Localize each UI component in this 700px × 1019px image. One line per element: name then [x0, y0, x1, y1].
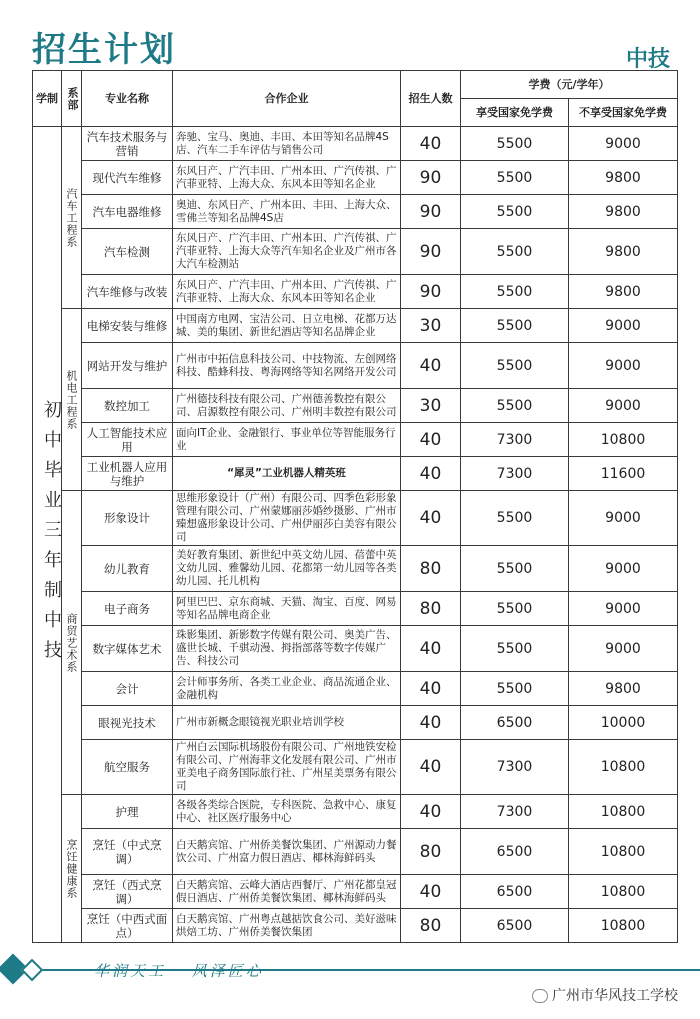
- major-name: 汽车检测: [82, 229, 173, 275]
- wechat-icon: [532, 989, 548, 1003]
- fee-free: 6500: [461, 875, 569, 909]
- partner-text: 中国南方电网、宝洁公司、日立电梯、花都万达城、美的集团、新世纪酒店等知名品牌企业: [173, 309, 401, 343]
- partner-text: 东风日产、广汽丰田、广州本田、广汽传祺、广汽菲亚特、上海大众、东风本田等知名企业: [173, 161, 401, 195]
- major-name: 幼儿教育: [82, 546, 173, 592]
- major-name: 数控加工: [82, 389, 173, 423]
- major-name: 汽车电器维修: [82, 195, 173, 229]
- major-name: 汽车技术服务与营销: [82, 127, 173, 161]
- partner-text: 白天鹅宾馆、广州侨美餐饮集团、广州源动力餐饮公司、广州富力假日酒店、椰林海鲜码头: [173, 829, 401, 875]
- fee-free: 5500: [461, 672, 569, 706]
- table-row: [33, 343, 678, 389]
- fee-nofree: 9000: [569, 626, 678, 672]
- fee-nofree: 10800: [569, 740, 678, 795]
- table-row: [33, 275, 678, 309]
- major-name: 烹饪（中式烹调）: [82, 829, 173, 875]
- fee-free: 5500: [461, 389, 569, 423]
- fee-nofree: 11600: [569, 457, 678, 491]
- dept-trade: 商贸艺术系: [62, 491, 82, 795]
- table-row: [33, 127, 678, 161]
- table-row: [33, 829, 678, 875]
- table-row: [33, 672, 678, 706]
- fee-free: 5500: [461, 161, 569, 195]
- enroll-count: 40: [401, 795, 461, 829]
- fee-free: 5500: [461, 546, 569, 592]
- table-row: [33, 423, 678, 457]
- table-row: [33, 740, 678, 795]
- major-name: 护理: [82, 795, 173, 829]
- enroll-count: 40: [401, 626, 461, 672]
- enroll-count: 30: [401, 309, 461, 343]
- partner-text: “犀灵”工业机器人精英班: [173, 457, 401, 491]
- major-name: 电梯安装与维修: [82, 309, 173, 343]
- partner-text: 广州市新概念眼镜视光职业培训学校: [173, 706, 401, 740]
- fee-nofree: 9800: [569, 229, 678, 275]
- major-name: 航空服务: [82, 740, 173, 795]
- major-name: 人工智能技术应用: [82, 423, 173, 457]
- enroll-count: 90: [401, 229, 461, 275]
- enroll-count: 90: [401, 275, 461, 309]
- enroll-count: 40: [401, 740, 461, 795]
- partner-text: 阿里巴巴、京东商城、天猫、淘宝、百度、网易等知名品牌电商企业: [173, 592, 401, 626]
- fee-free: 6500: [461, 909, 569, 943]
- table-row: [33, 546, 678, 592]
- fee-nofree: 9000: [569, 491, 678, 546]
- major-name: 现代汽车维修: [82, 161, 173, 195]
- fee-nofree: 10000: [569, 706, 678, 740]
- fee-free: 6500: [461, 706, 569, 740]
- fee-free: 7300: [461, 795, 569, 829]
- fee-nofree: 9000: [569, 343, 678, 389]
- major-name: 工业机器人应用与维护: [82, 457, 173, 491]
- enroll-count: 80: [401, 592, 461, 626]
- partner-text: 奥迪、东风日产、广州本田、丰田、上海大众、雪佛兰等知名品牌4S店: [173, 195, 401, 229]
- header-enroll: 招生人数: [401, 71, 461, 127]
- header-fee-nofree: 不享受国家免学费: [569, 99, 678, 127]
- enroll-count: 80: [401, 829, 461, 875]
- fee-free: 7300: [461, 423, 569, 457]
- partner-text: 各级各类综合医院，专科医院、急救中心、康复中心、社区医疗服务中心: [173, 795, 401, 829]
- dept-mech: 机电工程系: [62, 309, 82, 491]
- enroll-count: 40: [401, 127, 461, 161]
- enroll-count: 80: [401, 909, 461, 943]
- fee-nofree: 9800: [569, 275, 678, 309]
- fee-free: 5500: [461, 343, 569, 389]
- fee-free: 6500: [461, 829, 569, 875]
- table-row: [33, 309, 678, 343]
- major-name: 眼视光技术: [82, 706, 173, 740]
- table-row: [33, 626, 678, 672]
- partner-text: 广州德技科技有限公司、广州德善数控有限公司、启源数控有限公司、广州明丰数控有限公司: [173, 389, 401, 423]
- header-system: 学制: [33, 71, 62, 127]
- major-name: 形象设计: [82, 491, 173, 546]
- partner-text: 奔驰、宝马、奥迪、丰田、本田等知名品牌4S店、汽车二手车评估与销售公司: [173, 127, 401, 161]
- fee-nofree: 9000: [569, 127, 678, 161]
- enrollment-table: [32, 70, 678, 943]
- fee-free: 5500: [461, 229, 569, 275]
- partner-text: 珠影集团、新影数字传媒有限公司、奥美广告、盛世长城、千骐动漫、拇指部落等数字传媒广告、科技公司: [173, 626, 401, 672]
- enroll-count: 80: [401, 546, 461, 592]
- fee-free: 7300: [461, 457, 569, 491]
- brand-name: 广州市华风技工学校: [552, 988, 678, 1004]
- fee-free: 7300: [461, 740, 569, 795]
- table-row: [33, 195, 678, 229]
- fee-free: 5500: [461, 592, 569, 626]
- table-row: [33, 491, 678, 546]
- dept-auto: 汽车工程系: [62, 127, 82, 309]
- table-row: [33, 875, 678, 909]
- dept-cook: 烹饪健康系: [62, 795, 82, 943]
- header-partner: 合作企业: [173, 71, 401, 127]
- fee-nofree: 10800: [569, 829, 678, 875]
- fee-free: 5500: [461, 309, 569, 343]
- table-row: [33, 592, 678, 626]
- partner-text: 东风日产、广汽丰田、广州本田、广汽传祺、广汽菲亚特、上海大众、东风本田等知名企业: [173, 275, 401, 309]
- fee-free: 5500: [461, 491, 569, 546]
- footer-slogan: 华润天工 风泽匠心: [94, 962, 264, 980]
- enroll-count: 90: [401, 161, 461, 195]
- table-row: [33, 457, 678, 491]
- page-subtitle: 中技: [625, 47, 670, 72]
- table-row: [33, 909, 678, 943]
- table-row: [33, 795, 678, 829]
- fee-nofree: 9000: [569, 389, 678, 423]
- enroll-count: 40: [401, 423, 461, 457]
- enroll-count: 30: [401, 389, 461, 423]
- fee-nofree: 9000: [569, 546, 678, 592]
- partner-text: 白天鹅宾馆、广州粤点越掂饮食公司、美好滋味烘焙工坊、广州侨美餐饮集团: [173, 909, 401, 943]
- fee-nofree: 10800: [569, 875, 678, 909]
- fee-nofree: 10800: [569, 795, 678, 829]
- school-system-cell: 初中毕业三年制中技: [33, 127, 62, 943]
- major-name: 电子商务: [82, 592, 173, 626]
- fee-nofree: 9800: [569, 161, 678, 195]
- fee-nofree: 9800: [569, 672, 678, 706]
- enroll-count: 40: [401, 343, 461, 389]
- partner-text: 白天鹅宾馆、云峰大酒店西餐厅、广州花都皇冠假日酒店、广州侨美餐饮集团、椰林海鲜码头: [173, 875, 401, 909]
- table-row: [33, 706, 678, 740]
- major-name: 烹饪（中西式面点）: [82, 909, 173, 943]
- major-name: 会计: [82, 672, 173, 706]
- footer-brand: [532, 985, 678, 1005]
- partner-text: 思维形象设计（广州）有限公司、四季色彩形象管理有限公司、广州蒙娜丽莎婚纱摄影、广州市臻想盛形象设计公司、广州伊丽莎白美容有限公司: [173, 491, 401, 546]
- fee-nofree: 10800: [569, 423, 678, 457]
- diamond-outline-icon: [21, 959, 44, 982]
- fee-nofree: 9800: [569, 195, 678, 229]
- partner-text: 会计师事务所、各类工业企业、商品流通企业、金融机构: [173, 672, 401, 706]
- enroll-count: 40: [401, 875, 461, 909]
- fee-free: 5500: [461, 195, 569, 229]
- fee-free: 5500: [461, 275, 569, 309]
- table-row: [33, 389, 678, 423]
- partner-text: 面向IT企业、金融银行、事业单位等智能服务行业: [173, 423, 401, 457]
- partner-text: 东风日产、广汽丰田、广州本田、广汽传祺、广汽菲亚特、上海大众等汽车知名企业及广州市各大汽车检测站: [173, 229, 401, 275]
- table-row: [33, 229, 678, 275]
- header-dept: 系部: [62, 71, 82, 127]
- major-name: 汽车维修与改装: [82, 275, 173, 309]
- enroll-count: 40: [401, 457, 461, 491]
- enroll-count: 40: [401, 672, 461, 706]
- fee-free: 5500: [461, 127, 569, 161]
- major-name: 网站开发与维护: [82, 343, 173, 389]
- header-fee-free: 享受国家免学费: [461, 99, 569, 127]
- major-name: 数字媒体艺术: [82, 626, 173, 672]
- partner-text: 美好教育集团、新世纪中英文幼儿园、蓓蕾中英文幼儿园、雅馨幼儿园、花都第一幼儿园等各类幼儿园、托儿机构: [173, 546, 401, 592]
- enroll-count: 40: [401, 706, 461, 740]
- enroll-count: 90: [401, 195, 461, 229]
- fee-nofree: 9000: [569, 309, 678, 343]
- page-title: 招生计划: [32, 30, 176, 70]
- partner-text: 广州白云国际机场股份有限公司、广州地铁安检有限公司、广州海菲文化发展有限公司、广州市亚美电子商务国际旅行社、广州星美票务有限公司: [173, 740, 401, 795]
- partner-text: 广州市中拓信息科技公司、中技物流、左创网络科技、酷蜂科技、粤海网络等知名网络开发公司: [173, 343, 401, 389]
- fee-nofree: 10800: [569, 909, 678, 943]
- header-major: 专业名称: [82, 71, 173, 127]
- major-name: 烹饪（西式烹调）: [82, 875, 173, 909]
- enroll-count: 40: [401, 491, 461, 546]
- fee-nofree: 9000: [569, 592, 678, 626]
- fee-free: 5500: [461, 626, 569, 672]
- table-row: [33, 161, 678, 195]
- header-fee-group: 学费（元/学年）: [461, 71, 678, 99]
